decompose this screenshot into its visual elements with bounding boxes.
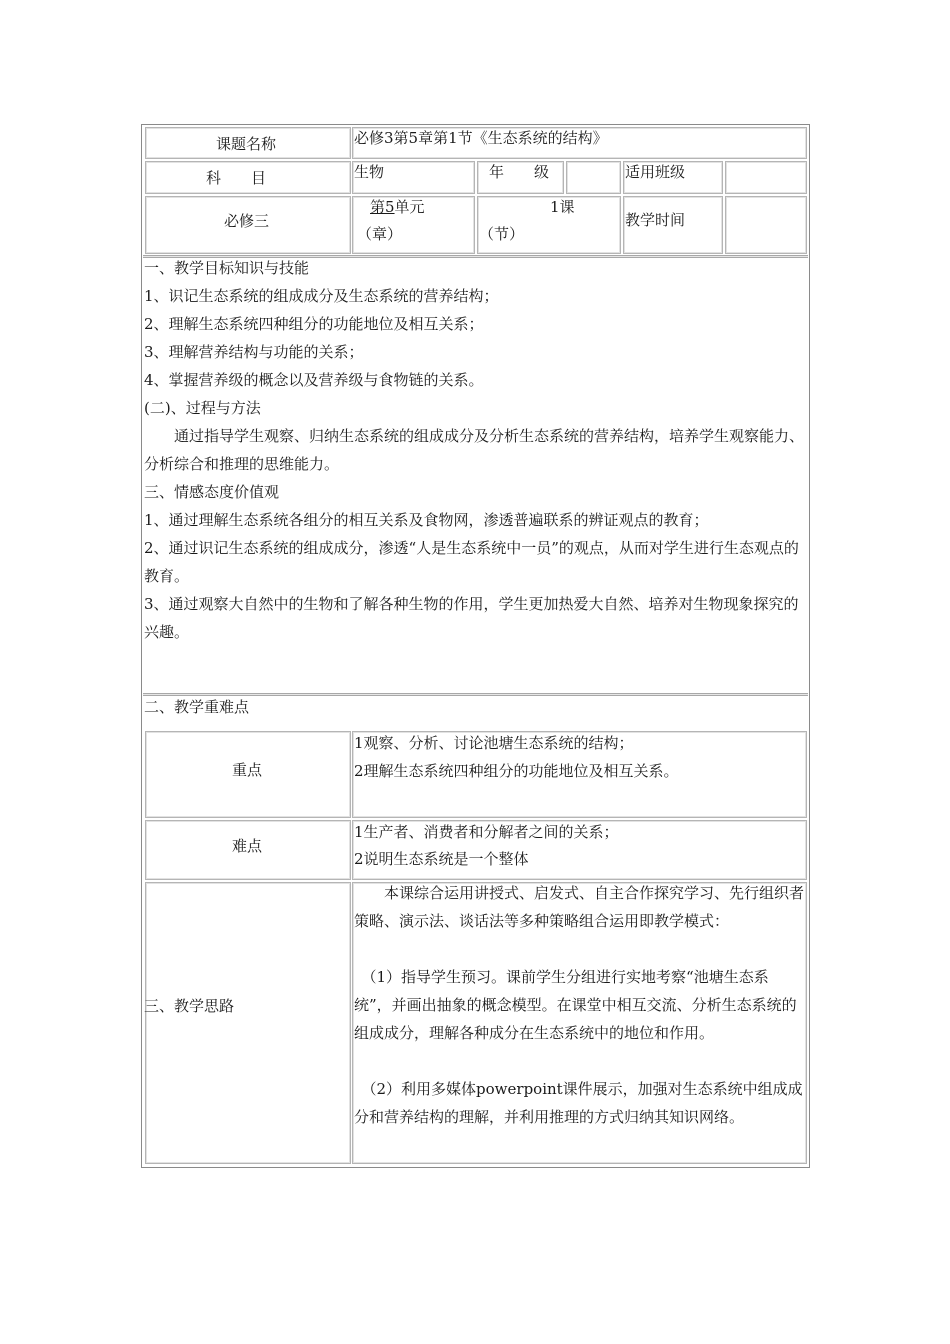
approach-label: 三、教学思路 — [144, 997, 235, 1015]
objectives-heading: 一、教学目标知识与技能 — [144, 259, 310, 277]
approach-paragraph: 本课综合运用讲授式、启发式、自主合作探究学习、先行组织者策略、演示法、谈话法等多种策略组合运用即教学模式： — [354, 884, 805, 930]
key-label: 重点 — [232, 761, 263, 779]
book-label: 必修三 — [224, 212, 270, 230]
knowledge-item: 2、理解生态系统四种组分的功能地位及相互关系； — [144, 315, 484, 333]
time-label: 教学时间 — [625, 211, 686, 229]
subject-value: 生物 — [354, 163, 385, 181]
approach-paragraph: （1）指导学生预习。课前学生分组进行实地考察“池塘生态系统”，并画出抽象的概念模型。在课堂中相互交流、分析生态系统的组成成分，理解各种成分在生态系统中的地位和作用。 — [354, 968, 797, 1042]
emotion-item: 2、通过识记生态系统的组成成分，渗透“人是生态系统中一员”的观点，从而对学生进行生态观点的教育。 — [144, 539, 799, 585]
unit-text — [370, 197, 425, 217]
class-value-cell — [725, 161, 807, 194]
key-item: 1观察、分析、讨论池塘生态系统的结构； — [354, 734, 634, 752]
title-label: 课题名称 — [216, 135, 277, 153]
knowledge-item: 3、理解营养结构与功能的关系； — [144, 343, 364, 361]
difficult-label: 难点 — [232, 837, 263, 855]
emotion-heading: 三、情感态度价值观 — [144, 483, 280, 501]
approach-paragraph: （2）利用多媒体powerpoint课件展示，加强对生态系统中组成成分和营养结构的理解，并利用推理的方式归纳其知识网络。 — [354, 1080, 803, 1126]
lesson-subtext: （节） — [479, 225, 525, 243]
unit-number: 第5 — [370, 198, 395, 216]
emotion-item: 1、通过理解生态系统各组分的相互关系及食物网，渗透普遍联系的辨证观点的教育； — [144, 511, 709, 529]
difficult-item: 2说明生态系统是一个整体 — [354, 850, 529, 868]
knowledge-item: 1、识记生态系统的组成成分及生态系统的营养结构； — [144, 287, 499, 305]
grade-value-cell — [566, 161, 621, 194]
class-label: 适用班级 — [625, 163, 686, 181]
approach-label-cell — [145, 882, 351, 1164]
emotion-item: 3、通过观察大自然中的生物和了解各种生物的作用，学生更加热爱大自然、培养对生物现象探究的兴趣。 — [144, 595, 799, 641]
lesson-text: 1课 — [550, 198, 575, 216]
subject-label: 科 目 — [206, 169, 267, 187]
time-value-cell — [725, 196, 807, 254]
key-item: 2理解生态系统四种组分的功能地位及相互关系。 — [354, 762, 679, 780]
knowledge-item: 4、掌握营养级的概念以及营养级与食物链的关系。 — [144, 371, 484, 389]
unit-subtext: （章） — [357, 225, 403, 243]
title-value: 必修3第5章第1节《生态系统的结构》 — [354, 129, 608, 147]
key-points-heading: 二、教学重难点 — [144, 698, 250, 716]
unit-suffix: 单元 — [394, 198, 425, 216]
process-text: 通过指导学生观察、归纳生态系统的组成成分及分析生态系统的营养结构，培养学生观察能力、分析综合和推理的思维能力。 — [144, 427, 805, 473]
grade-label: 年 级 — [489, 163, 550, 181]
process-heading: (二)、过程与方法 — [144, 399, 261, 417]
difficult-item: 1生产者、消费者和分解者之间的关系； — [354, 823, 619, 841]
